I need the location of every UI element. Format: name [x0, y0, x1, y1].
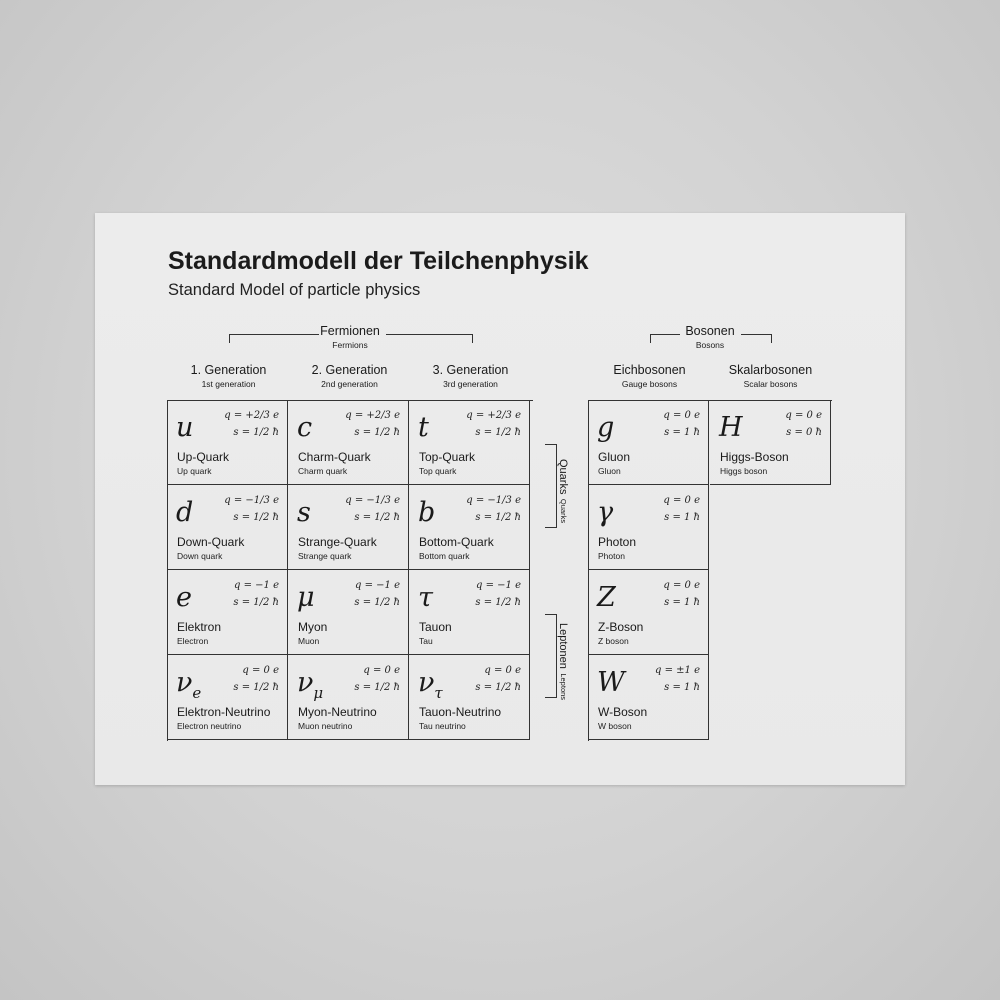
- particle-symbol: [418, 667, 443, 702]
- particle-cell: [409, 655, 530, 740]
- particle-symbol-main: μ: [297, 582, 315, 613]
- particle-cell: [588, 485, 709, 570]
- charge: q = 0 e: [663, 495, 700, 506]
- particle-symbol-main: e: [176, 582, 192, 613]
- particle-name: Bottom-Quark: [419, 535, 494, 549]
- particle-name: Top-Quark: [419, 450, 476, 464]
- particle-cell: [288, 570, 409, 655]
- generation-2-label: 2. Generation: [311, 363, 388, 377]
- leptons-label: Leptonen: [557, 623, 569, 669]
- particle-name-en: Tau: [419, 636, 433, 646]
- particle-name-en: Electron neutrino: [177, 721, 242, 731]
- page-title: Standardmodell der Teilchenphysik: [168, 247, 589, 275]
- particle-symbol-subscript: e: [192, 684, 202, 702]
- leptons-sublabel: Leptons: [559, 673, 568, 701]
- particle-symbol: [719, 412, 743, 443]
- bosons-bracket-right-tick: [771, 334, 772, 343]
- particle-symbol: [597, 667, 625, 698]
- spin: s = 1/2 ħ: [475, 682, 521, 693]
- particle-name: Elektron: [177, 620, 222, 634]
- spin: s = 1/2 ħ: [354, 682, 400, 693]
- particle-symbol-main: c: [297, 412, 313, 443]
- gauge-boson-grid: [588, 400, 711, 741]
- particle-cell: [409, 485, 530, 570]
- spin: s = 1/2 ħ: [233, 682, 279, 693]
- bosons-bracket-right: [741, 334, 771, 335]
- particle-symbol-main: ν: [297, 667, 314, 698]
- fermions-sublabel: Fermions: [332, 340, 368, 350]
- spin: s = 1/2 ħ: [354, 427, 400, 438]
- particle-symbol: [597, 582, 616, 613]
- generation-3-sublabel: 3rd generation: [443, 379, 498, 389]
- fermions-bracket-left: [229, 334, 319, 335]
- particle-symbol-main: Z: [597, 582, 616, 613]
- particle-name: Tauon-Neutrino: [419, 705, 502, 719]
- charge: q = 0 e: [363, 665, 400, 676]
- particle-symbol-subscript: τ: [434, 684, 443, 702]
- particle-symbol-main: W: [597, 667, 625, 698]
- spin: s = 0 ħ: [786, 427, 822, 438]
- scalar-bosons-sublabel: Scalar bosons: [743, 379, 798, 389]
- particle-cell: [588, 570, 709, 655]
- particle-name: Strange-Quark: [298, 535, 377, 549]
- particle-name-en: Muon neutrino: [298, 721, 353, 731]
- particle-symbol: [297, 582, 315, 613]
- spin: s = 1 ħ: [664, 597, 700, 608]
- quarks-sublabel: Quarks: [559, 498, 568, 524]
- charge: q = 0 e: [663, 580, 700, 591]
- generation-3-label: 3. Generation: [432, 363, 509, 377]
- leptons-side-label: [554, 623, 572, 701]
- page-subtitle: Standard Model of particle physics: [168, 281, 421, 299]
- fermions-bracket-right: [386, 334, 473, 335]
- quarks-side-label: [554, 459, 572, 524]
- particle-name: Gluon: [598, 450, 631, 464]
- particle-symbol: [297, 497, 311, 528]
- particle-symbol: [176, 667, 201, 702]
- spin: s = 1/2 ħ: [354, 512, 400, 523]
- particle-name: Photon: [598, 535, 637, 549]
- particle-cell: [288, 485, 409, 570]
- particle-cell: [409, 570, 530, 655]
- particle-name: W-Boson: [598, 705, 648, 719]
- bosons-sublabel: Bosons: [695, 340, 725, 350]
- fermions-bracket-left-tick: [229, 334, 230, 343]
- charge: q = −1 e: [355, 580, 400, 591]
- quarks-bracket-bottom: [545, 527, 557, 528]
- scalar-boson-grid: [710, 400, 832, 486]
- particle-name-en: Down quark: [177, 551, 223, 561]
- particle-cell: [288, 400, 409, 485]
- quarks-label: Quarks: [557, 459, 569, 495]
- bosons-label: Bosonen: [685, 324, 735, 338]
- particle-name-en: Top quark: [419, 466, 457, 476]
- particle-name: Down-Quark: [177, 535, 245, 549]
- charge: q = 0 e: [785, 410, 822, 421]
- spin: s = 1/2 ħ: [475, 597, 521, 608]
- particle-name: Elektron-Neutrino: [177, 705, 271, 719]
- particle-cell: [409, 400, 530, 485]
- generation-1-label: 1. Generation: [190, 363, 267, 377]
- fermions-label: Fermionen: [320, 324, 380, 338]
- spin: s = 1/2 ħ: [475, 512, 521, 523]
- particle-name-en: Up quark: [177, 466, 212, 476]
- particle-cell: [588, 655, 709, 740]
- spin: s = 1 ħ: [664, 682, 700, 693]
- particle-symbol: [597, 412, 614, 443]
- charge: q = +2/3 e: [345, 410, 400, 421]
- particle-name-en: Higgs boson: [720, 466, 768, 476]
- particle-name: Up-Quark: [177, 450, 230, 464]
- generation-1-sublabel: 1st generation: [201, 379, 256, 389]
- particle-symbol: [176, 412, 193, 443]
- spin: s = 1/2 ħ: [233, 597, 279, 608]
- particle-cell: [167, 655, 288, 740]
- spin: s = 1 ħ: [664, 427, 700, 438]
- particle-cell: [288, 655, 409, 740]
- particle-symbol-main: ν: [176, 667, 193, 698]
- charge: q = −1/3 e: [466, 495, 521, 506]
- particle-symbol-subscript: μ: [313, 684, 324, 702]
- particle-cell: [167, 485, 288, 570]
- particle-symbol: [418, 412, 429, 443]
- leptons-bracket-bottom: [545, 697, 557, 698]
- particle-name-en: Gluon: [598, 466, 621, 476]
- particle-name-en: Muon: [298, 636, 320, 646]
- particle-symbol-main: d: [176, 497, 194, 528]
- charge: q = 0 e: [484, 665, 521, 676]
- particle-cell: [588, 400, 709, 485]
- particle-symbol: [176, 582, 192, 613]
- particle-symbol: [176, 497, 193, 528]
- particle-cell: [710, 400, 831, 485]
- particle-symbol-main: b: [418, 497, 436, 528]
- gauge-bosons-label: Eichbosonen: [613, 363, 686, 377]
- particle-symbol-main: s: [297, 497, 311, 528]
- particle-name: Charm-Quark: [298, 450, 371, 464]
- particle-name-en: Bottom quark: [419, 551, 470, 561]
- particle-symbol-main: u: [176, 412, 194, 443]
- particle-symbol: [597, 497, 613, 528]
- charge: q = −1 e: [476, 580, 521, 591]
- particle-symbol-main: γ: [597, 497, 614, 528]
- poster: [95, 213, 905, 785]
- particle-name: Z-Boson: [598, 620, 644, 634]
- particle-symbol: [297, 412, 312, 443]
- spin: s = 1/2 ħ: [475, 427, 521, 438]
- particle-name-en: Tau neutrino: [419, 721, 466, 731]
- bosons-bracket-left-tick: [650, 334, 651, 343]
- particle-name: Myon: [298, 620, 328, 634]
- particle-name-en: W boson: [598, 721, 632, 731]
- spin: s = 1 ħ: [664, 512, 700, 523]
- particle-name: Higgs-Boson: [720, 450, 789, 464]
- particle-name-en: Z boson: [598, 636, 629, 646]
- charge: q = 0 e: [242, 665, 279, 676]
- particle-name: Myon-Neutrino: [298, 705, 377, 719]
- particle-cell: [167, 400, 288, 485]
- scalar-bosons-label: Skalarbosonen: [728, 363, 813, 377]
- generation-2-sublabel: 2nd generation: [321, 379, 378, 389]
- particle-cell: [167, 570, 288, 655]
- particle-symbol: [418, 582, 433, 613]
- particle-symbol-main: g: [597, 412, 615, 443]
- charge: q = 0 e: [663, 410, 700, 421]
- particle-name-en: Electron: [177, 636, 209, 646]
- charge: q = ±1 e: [655, 665, 700, 676]
- particle-name-en: Strange quark: [298, 551, 352, 561]
- charge: q = −1/3 e: [224, 495, 279, 506]
- spin: s = 1/2 ħ: [233, 512, 279, 523]
- charge: q = −1 e: [234, 580, 279, 591]
- spin: s = 1/2 ħ: [354, 597, 400, 608]
- particle-name: Tauon: [419, 620, 452, 634]
- particle-symbol-main: τ: [418, 582, 433, 613]
- spin: s = 1/2 ħ: [233, 427, 279, 438]
- fermions-bracket-right-tick: [472, 334, 473, 343]
- particle-symbol-main: ν: [418, 667, 435, 698]
- particle-symbol: [418, 497, 435, 528]
- charge: q = +2/3 e: [466, 410, 521, 421]
- particle-symbol-main: t: [418, 412, 429, 443]
- gauge-bosons-sublabel: Gauge bosons: [621, 379, 678, 389]
- fermion-grid: [167, 400, 533, 741]
- particle-symbol-main: H: [719, 412, 743, 443]
- charge: q = −1/3 e: [345, 495, 400, 506]
- charge: q = +2/3 e: [224, 410, 279, 421]
- particle-name-en: Charm quark: [298, 466, 348, 476]
- particle-symbol: [297, 667, 323, 702]
- particle-name-en: Photon: [598, 551, 625, 561]
